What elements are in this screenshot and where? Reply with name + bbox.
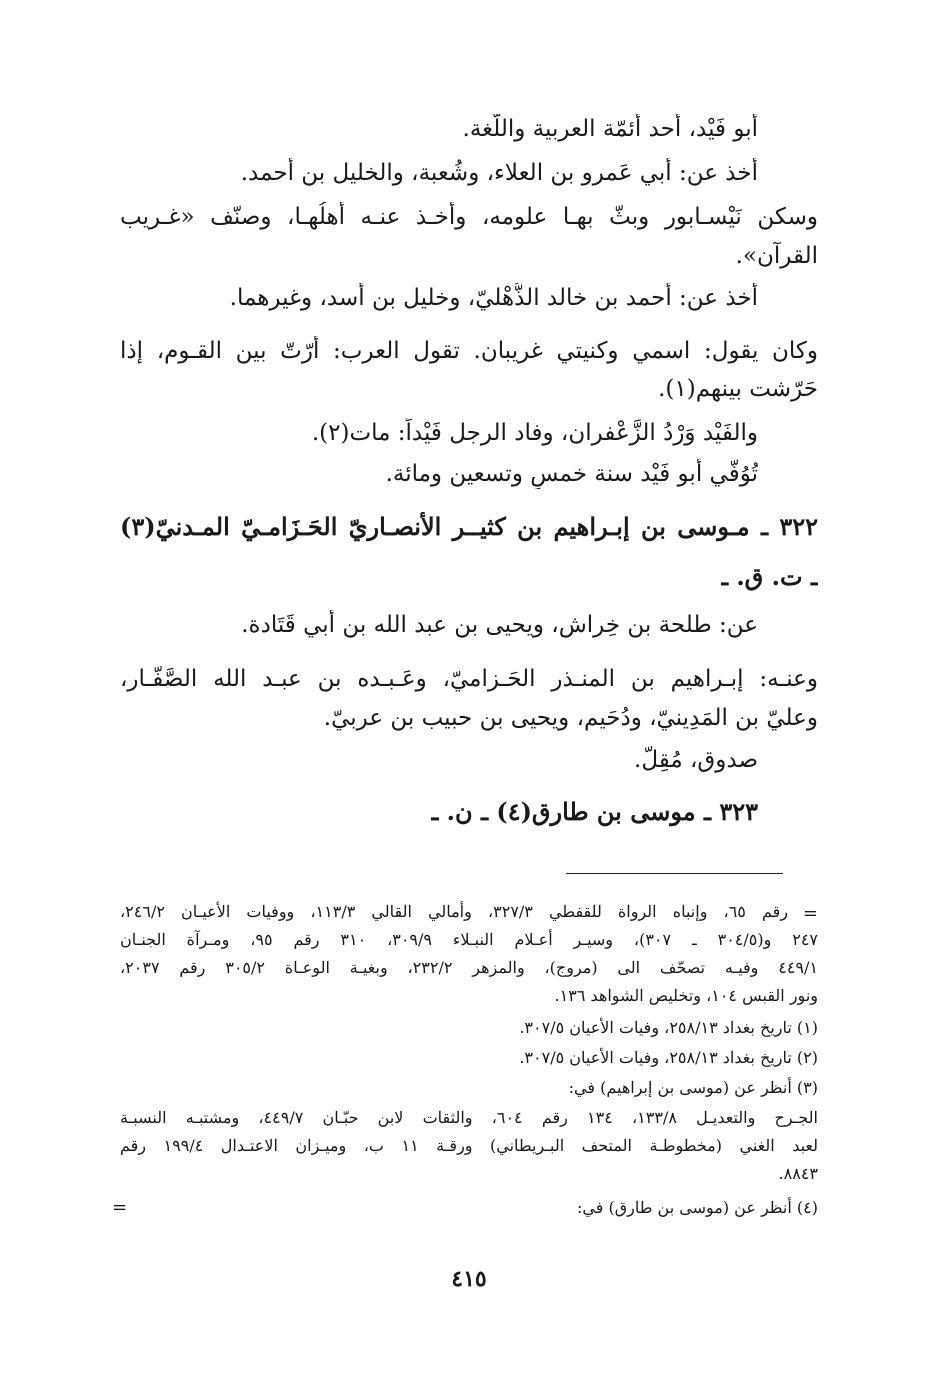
footnote-2: (٢) تاريخ بغداد ٢٥٨/١٣، وفيات الأعيان ٣٠٧/٥. <box>519 1048 818 1067</box>
footnote-line: ونور القبس ١٠٤، وتخليص الشواهد ١٣٦. <box>554 986 818 1005</box>
entry-heading-323: ٣٢٣ ـ موسى بن طارق(٤) ـ ن. ـ <box>431 797 758 826</box>
footnote-line: ٢٤٧ و(٣٠٤/٥ ـ ٣٠٧)، وسيـر أعـلام النبـلاء ٣٠٩/٩، ٣١٠ رقم ٩٥، ومـرآة الجنـان <box>120 930 818 949</box>
body-line: حَرّشت بينهم(١). <box>658 376 818 402</box>
body-line: القرآن». <box>735 243 818 269</box>
footnote-continuation-marker: = <box>802 903 818 924</box>
body-line: عن: طلحة بن خِراش، ويحيى بن عبد الله بن أبي قَتَادة. <box>241 612 758 638</box>
footnote-4: (٤) أنظر عن (موسى بن طارق) في: <box>577 1198 818 1217</box>
body-line: صدوق، مُقِلّ. <box>634 747 758 773</box>
entry-heading-322: ٣٢٢ ـ مـوسى بن إبـراهيم بن كثيــر الأنصـاريّ الحَـزَامـيّ المـدنيّ(٣) <box>120 512 818 541</box>
footnote-1: (١) تاريخ بغداد ٢٥٨/١٣، وفيات الأعيان ٣٠٧/٥. <box>519 1018 818 1037</box>
footnote-line: ٨٨٤٣. <box>778 1164 818 1183</box>
footnote-line: ٤٤٩/١ وفيـه تصحّف الى (مروج)، والمزهر ٢٣٢/٢، وبغيـة الوعـاة ٣٠٥/٢ رقم ٢٠٣٧، <box>120 958 818 977</box>
footnote-line: لعبد الغني (مخطوطـة المتحف البـريطاني) ورقـة ١١ ب، وميـزان الاعتـدال ١٩٩/٤ رقم <box>120 1136 818 1155</box>
entry-sigla-322: ـ ت. ق. ـ <box>720 562 818 591</box>
body-line: والفَيْد وَرْدُ الزَّعْفران، وفاد الرجل فَيْداً: مات(٢). <box>311 420 758 446</box>
body-line: أخذ عن: أبي عَمرو بن العلاء، وشُعبة، والخليل بن أحمد. <box>240 160 758 186</box>
body-line: وعليّ بن المَدِينيّ، ودُحَيم، ويحيى بن حبيب بن عربيّ. <box>323 705 818 731</box>
body-line: وسكن نَيْسـابور وبثّ بهـا علومه، وأخـذ عنـه أهلُهـا، وصنّف «غـريب <box>120 204 818 230</box>
body-line: وكان يقول: اسمي وكنيتي غريبان. تقول العرب: أَرّتّ بين القـوم، إذا <box>120 338 818 364</box>
body-line: أخذ عن: أحمد بن خالد الذُّهْليّ، وخليل بن أسد، وغيرهما. <box>229 285 758 311</box>
footnote-3: (٣) أنظر عن (موسى بن إبراهيم) في: <box>568 1078 818 1097</box>
footnote-separator <box>566 873 783 874</box>
body-line: أبو فَيْد، أحد أئمّة العربية واللُّغة. <box>462 116 758 142</box>
body-line: وعنـه: إبـراهيم بن المنـذر الحَـزاميّ، وعَـبـده بن عبـد الله الصَّفّـار، <box>120 666 818 692</box>
footnote-next-page-marker: = <box>112 1197 128 1218</box>
footnote-line: الجـرح والتعديـل ١٣٣/٨، ١٣٤ رقم ٦٠٤، والثقات لابن حبّـان ٤٤٩/٧، ومشتبـه النسبـة <box>120 1108 818 1127</box>
footnote-line: رقم ٦٥، وإنباه الرواة للقفطي ٣٢٧/٣، وأمالي القالي ١١٣/٣، ووفيات الأعيـان ٢٤٦/٢، <box>120 902 788 921</box>
page-number: ٤١٥ <box>451 1266 487 1292</box>
body-line: تُوُفّي أبو فَيْد سنة خمسٍ وتسعين ومائة. <box>385 461 758 487</box>
